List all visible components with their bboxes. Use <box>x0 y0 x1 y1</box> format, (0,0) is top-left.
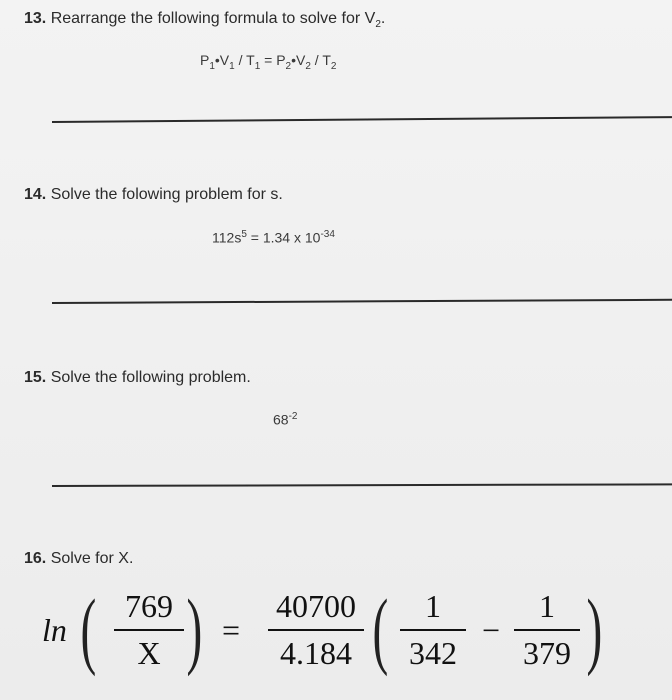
subscript: 2 <box>305 60 311 72</box>
denominator: 379 <box>523 635 571 671</box>
superscript: 5 <box>241 229 247 240</box>
subscript: 1 <box>209 60 215 72</box>
subscript: 2 <box>330 60 337 72</box>
fraction-40700-4184 <box>268 588 364 672</box>
left-paren: ( <box>80 581 97 677</box>
fraction-1-379 <box>514 588 580 672</box>
fraction-bar <box>114 629 184 631</box>
formula-part: = P <box>260 52 286 68</box>
formula-part: 112s <box>212 229 242 246</box>
fraction-769-x <box>114 588 184 672</box>
denominator: 4.184 <box>280 635 352 671</box>
right-paren: ) <box>586 581 603 677</box>
superscript: -2 <box>288 411 298 422</box>
subscript: 2 <box>285 60 292 72</box>
numerator: 769 <box>125 588 173 624</box>
question-text: Solve the folowing problem for s. <box>50 186 283 203</box>
right-paren: ) <box>186 581 203 677</box>
subscript: 1 <box>229 60 235 72</box>
question-number: 13. <box>24 10 47 27</box>
formula-part: P <box>200 52 210 68</box>
denominator: 342 <box>409 635 457 671</box>
question-text: Solve for X. <box>50 550 134 567</box>
question-number: 15. <box>24 369 47 386</box>
formula-part: •V <box>291 52 306 68</box>
numerator: 1 <box>425 588 441 624</box>
question-text-tail: . <box>380 10 386 27</box>
subscript: 1 <box>254 60 261 72</box>
ln-function: ln <box>42 612 67 648</box>
numerator: 1 <box>539 588 555 624</box>
question-number: 14. <box>24 186 47 203</box>
fraction-1-342 <box>400 588 466 672</box>
superscript: -34 <box>320 229 335 240</box>
subscript: 2 <box>375 19 381 31</box>
question-text: Solve the following problem. <box>50 369 251 386</box>
formula-part: 68 <box>273 411 289 428</box>
fraction-bar <box>400 629 466 631</box>
question-number: 16. <box>24 550 47 567</box>
formula-part: / T <box>234 52 255 68</box>
minus-sign: − <box>482 612 501 648</box>
formula-part: / T <box>310 52 331 68</box>
formula-part: = 1.34 x 10 <box>246 229 321 246</box>
numerator: 40700 <box>276 588 356 624</box>
fraction-bar <box>268 629 364 631</box>
formula-part: •V <box>214 52 230 68</box>
fraction-bar <box>514 629 580 631</box>
left-paren: ( <box>372 581 389 677</box>
equals-sign: = <box>222 612 241 648</box>
question-text: Rearrange the following formula to solve for V <box>50 10 376 27</box>
denominator: X <box>137 635 161 671</box>
